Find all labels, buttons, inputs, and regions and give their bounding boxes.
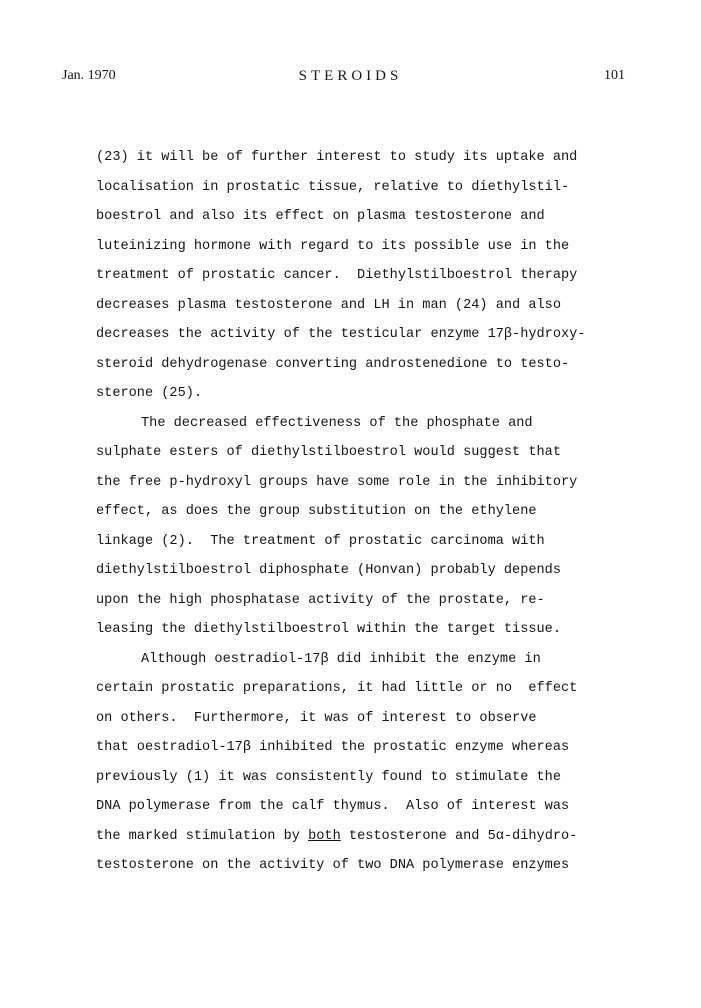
text-line: sulphate esters of diethylstilboestrol would suggest that	[96, 445, 561, 460]
text-line: decreases plasma testosterone and LH in man (24) and also	[96, 297, 561, 313]
underlined-word: both	[308, 828, 341, 844]
text-line: (23) it will be of further interest to study its uptake and	[96, 150, 578, 165]
text-line: leasing the diethylstilboestrol within the target tissue.	[96, 622, 561, 637]
paragraph-start-line: The decreased effectiveness of the phosphate and	[141, 415, 533, 431]
text-line: localisation in prostatic tissue, relative to diethylstil-	[96, 179, 570, 195]
text-line: decreases the activity of the testicular enzyme 17β-hydroxy-	[96, 327, 586, 342]
article-body	[96, 143, 636, 881]
text-line: linkage (2). The treatment of prostatic carcinoma with	[96, 533, 545, 549]
running-header	[0, 68, 701, 88]
text-line: treatment of prostatic cancer. Diethylstilboestrol therapy	[96, 268, 578, 283]
journal-title: STEROIDS	[298, 68, 403, 84]
paragraph-start-line: Although oestradiol-17β did inhibit the enzyme in	[141, 651, 541, 667]
text-line: the free p-hydroxyl groups have some role in the inhibitory	[96, 474, 578, 490]
text-line: previously (1) it was consistently found to stimulate the	[96, 769, 561, 785]
text-line: testosterone on the activity of two DNA polymerase enzymes	[96, 858, 570, 873]
text-line: effect, as does the group substitution on the ethylene	[96, 504, 537, 519]
text-line: upon the high phosphatase activity of the prostate, re-	[96, 592, 545, 608]
issue-date: Jan. 1970	[62, 68, 116, 83]
text-line-with-emphasis	[96, 822, 636, 852]
page-number: 101	[604, 68, 625, 83]
text-line: steroid dehydrogenase converting androstenedione to testo-	[96, 356, 570, 372]
text-line: boestrol and also its effect on plasma testosterone and	[96, 209, 545, 224]
text-line: sterone (25).	[96, 386, 203, 401]
text-line: that oestradiol-17β inhibited the prostatic enzyme whereas	[96, 740, 570, 755]
text-line: certain prostatic preparations, it had little or no effect	[96, 681, 578, 696]
text-line: DNA polymerase from the calf thymus. Also of interest was	[96, 799, 570, 814]
text-line: on others. Furthermore, it was of interest to observe	[96, 710, 537, 726]
text-line: diethylstilboestrol diphosphate (Honvan) probably depends	[96, 563, 561, 578]
text-segment: the marked stimulation by	[96, 828, 309, 844]
text-segment: testosterone and 5α-dihydro-	[340, 828, 578, 844]
text-line: luteinizing hormone with regard to its possible use in the	[96, 238, 570, 254]
